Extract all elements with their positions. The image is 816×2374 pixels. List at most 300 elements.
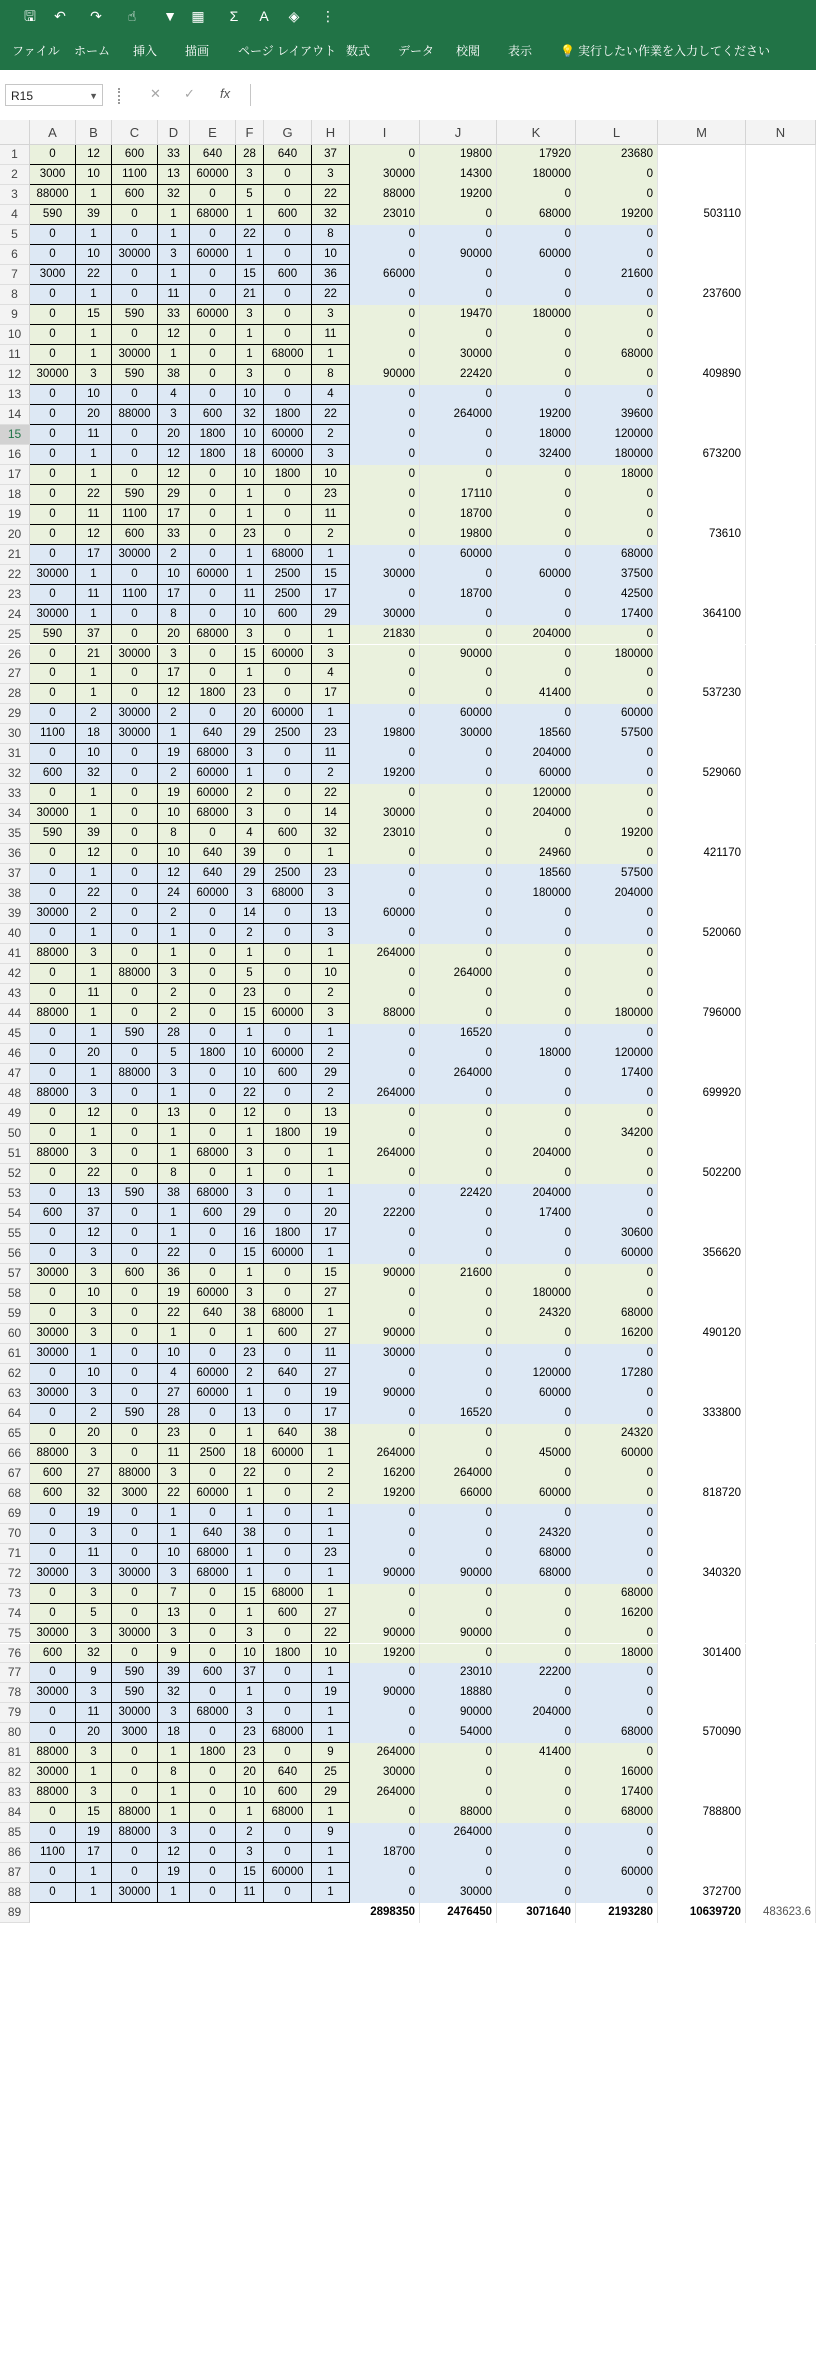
cell-H30[interactable]: 23: [312, 724, 350, 744]
cell-L72[interactable]: 0: [576, 1564, 658, 1584]
cell-N14[interactable]: [746, 405, 816, 425]
column-header-B[interactable]: B: [76, 120, 112, 145]
cell-M71[interactable]: [658, 1544, 746, 1564]
cell-D2[interactable]: 13: [158, 165, 190, 185]
row-header-31[interactable]: 31: [0, 744, 30, 764]
cell-A28[interactable]: 0: [30, 684, 76, 704]
cell-F65[interactable]: 1: [236, 1424, 264, 1444]
cell-C78[interactable]: 590: [112, 1683, 158, 1703]
cell-I84[interactable]: 0: [350, 1803, 420, 1823]
cell-J13[interactable]: 0: [420, 385, 497, 405]
cell-K5[interactable]: 0: [497, 225, 576, 245]
cell-K65[interactable]: 0: [497, 1424, 576, 1444]
cell-D58[interactable]: 19: [158, 1284, 190, 1304]
cell-E84[interactable]: 0: [190, 1803, 236, 1823]
column-header-J[interactable]: J: [420, 120, 497, 145]
cell-H83[interactable]: 29: [312, 1783, 350, 1803]
cell-G58[interactable]: 0: [264, 1284, 312, 1304]
enter-icon[interactable]: ✓: [184, 86, 195, 101]
cell-J9[interactable]: 19470: [420, 305, 497, 325]
cell-E36[interactable]: 640: [190, 844, 236, 864]
cell-B50[interactable]: 1: [76, 1124, 112, 1144]
cell-M76[interactable]: 301400: [658, 1644, 746, 1664]
cell-H55[interactable]: 17: [312, 1224, 350, 1244]
cell-M74[interactable]: [658, 1604, 746, 1624]
row-header-1[interactable]: 1: [0, 145, 30, 165]
cell-D33[interactable]: 19: [158, 784, 190, 804]
cell-H29[interactable]: 1: [312, 704, 350, 724]
cell-G50[interactable]: 1800: [264, 1124, 312, 1144]
cell-A8[interactable]: 0: [30, 285, 76, 305]
cell-B78[interactable]: 3: [76, 1683, 112, 1703]
cell-C19[interactable]: 1100: [112, 505, 158, 525]
cell-A24[interactable]: 30000: [30, 605, 76, 625]
cell-C55[interactable]: 0: [112, 1224, 158, 1244]
cell-H7[interactable]: 36: [312, 265, 350, 285]
column-header-L[interactable]: L: [576, 120, 658, 145]
cell-G52[interactable]: 0: [264, 1164, 312, 1184]
cell-N51[interactable]: [746, 1144, 816, 1164]
row-header-12[interactable]: 12: [0, 365, 30, 385]
cell-N33[interactable]: [746, 784, 816, 804]
cell-M72[interactable]: 340320: [658, 1564, 746, 1584]
cell-N82[interactable]: [746, 1763, 816, 1783]
cell-J39[interactable]: 0: [420, 904, 497, 924]
cell-H64[interactable]: 17: [312, 1404, 350, 1424]
cell-A79[interactable]: 0: [30, 1703, 76, 1723]
cell-I77[interactable]: 0: [350, 1663, 420, 1683]
cell-C27[interactable]: 0: [112, 664, 158, 684]
cell-H27[interactable]: 4: [312, 664, 350, 684]
cell-H52[interactable]: 1: [312, 1164, 350, 1184]
cell-D88[interactable]: 1: [158, 1883, 190, 1903]
cell-G46[interactable]: 60000: [264, 1044, 312, 1064]
cell-C63[interactable]: 0: [112, 1384, 158, 1404]
cell-N30[interactable]: [746, 724, 816, 744]
cell-F59[interactable]: 38: [236, 1304, 264, 1324]
cell-I21[interactable]: 0: [350, 545, 420, 565]
cell-G18[interactable]: 0: [264, 485, 312, 505]
cell-E61[interactable]: 0: [190, 1344, 236, 1364]
cell-I20[interactable]: 0: [350, 525, 420, 545]
cell-E74[interactable]: 0: [190, 1604, 236, 1624]
cell-M22[interactable]: [658, 565, 746, 585]
cell-K15[interactable]: 18000: [497, 425, 576, 445]
cell-L51[interactable]: 0: [576, 1144, 658, 1164]
cell-N6[interactable]: [746, 245, 816, 265]
cell-I37[interactable]: 0: [350, 864, 420, 884]
cell-D3[interactable]: 32: [158, 185, 190, 205]
cancel-icon[interactable]: ✕: [150, 86, 161, 101]
row-header-28[interactable]: 28: [0, 684, 30, 704]
cell-E19[interactable]: 0: [190, 505, 236, 525]
cell-M54[interactable]: [658, 1204, 746, 1224]
row-header-80[interactable]: 80: [0, 1723, 30, 1743]
cell-F20[interactable]: 23: [236, 525, 264, 545]
cell-A16[interactable]: 0: [30, 445, 76, 465]
cell-B27[interactable]: 1: [76, 664, 112, 684]
cell-K56[interactable]: 0: [497, 1244, 576, 1264]
cell-H12[interactable]: 8: [312, 365, 350, 385]
cell-E12[interactable]: 0: [190, 365, 236, 385]
cell-B38[interactable]: 22: [76, 884, 112, 904]
cell-C10[interactable]: 0: [112, 325, 158, 345]
cell-H45[interactable]: 1: [312, 1024, 350, 1044]
cell-B56[interactable]: 3: [76, 1244, 112, 1264]
tell-me-box[interactable]: 実行したい作業を入力してください: [578, 44, 771, 58]
cell-J5[interactable]: 0: [420, 225, 497, 245]
row-header-82[interactable]: 82: [0, 1763, 30, 1783]
cell-N59[interactable]: [746, 1304, 816, 1324]
cell-C2[interactable]: 1100: [112, 165, 158, 185]
cell-F24[interactable]: 10: [236, 605, 264, 625]
row-header-15[interactable]: 15: [0, 425, 30, 445]
cell-L83[interactable]: 17400: [576, 1783, 658, 1803]
cell-A59[interactable]: 0: [30, 1304, 76, 1324]
cell-J14[interactable]: 264000: [420, 405, 497, 425]
cell-G37[interactable]: 2500: [264, 864, 312, 884]
cell-N36[interactable]: [746, 844, 816, 864]
cell-J78[interactable]: 18880: [420, 1683, 497, 1703]
row-header-48[interactable]: 48: [0, 1084, 30, 1104]
cell-F73[interactable]: 15: [236, 1584, 264, 1604]
cell-C11[interactable]: 30000: [112, 345, 158, 365]
cell-G9[interactable]: 0: [264, 305, 312, 325]
cell-E4[interactable]: 68000: [190, 205, 236, 225]
cell-A18[interactable]: 0: [30, 485, 76, 505]
cell-F10[interactable]: 1: [236, 325, 264, 345]
cell-J66[interactable]: 0: [420, 1444, 497, 1464]
cell-M32[interactable]: 529060: [658, 764, 746, 784]
cell-M2[interactable]: [658, 165, 746, 185]
cell-I71[interactable]: 0: [350, 1544, 420, 1564]
cell-H25[interactable]: 1: [312, 625, 350, 645]
cell-H47[interactable]: 29: [312, 1064, 350, 1084]
cell-D10[interactable]: 12: [158, 325, 190, 345]
cell-N37[interactable]: [746, 864, 816, 884]
cell-A57[interactable]: 30000: [30, 1264, 76, 1284]
cell-I59[interactable]: 0: [350, 1304, 420, 1324]
cell-N58[interactable]: [746, 1284, 816, 1304]
cell-J62[interactable]: 0: [420, 1364, 497, 1384]
cell-E6[interactable]: 60000: [190, 245, 236, 265]
cell-I22[interactable]: 30000: [350, 565, 420, 585]
row-header-4[interactable]: 4: [0, 205, 30, 225]
cell-E55[interactable]: 0: [190, 1224, 236, 1244]
cell-M66[interactable]: [658, 1444, 746, 1464]
cell-M46[interactable]: [658, 1044, 746, 1064]
cell-B51[interactable]: 3: [76, 1144, 112, 1164]
cell-D43[interactable]: 2: [158, 984, 190, 1004]
cell-N3[interactable]: [746, 185, 816, 205]
row-header-56[interactable]: 56: [0, 1244, 30, 1264]
cell-J75[interactable]: 90000: [420, 1624, 497, 1644]
cell-N43[interactable]: [746, 984, 816, 1004]
cell-K40[interactable]: 0: [497, 924, 576, 944]
cell-L66[interactable]: 60000: [576, 1444, 658, 1464]
cell-N46[interactable]: [746, 1044, 816, 1064]
cell-D15[interactable]: 20: [158, 425, 190, 445]
cell-C51[interactable]: 0: [112, 1144, 158, 1164]
cell-H82[interactable]: 25: [312, 1763, 350, 1783]
cell-C77[interactable]: 590: [112, 1663, 158, 1683]
cell-A71[interactable]: 0: [30, 1544, 76, 1564]
cell-H68[interactable]: 2: [312, 1484, 350, 1504]
cell-C24[interactable]: 0: [112, 605, 158, 625]
cell-B85[interactable]: 19: [76, 1823, 112, 1843]
cell-I55[interactable]: 0: [350, 1224, 420, 1244]
cell-B60[interactable]: 3: [76, 1324, 112, 1344]
cell-L38[interactable]: 204000: [576, 884, 658, 904]
cell-C28[interactable]: 0: [112, 684, 158, 704]
row-header-13[interactable]: 13: [0, 385, 30, 405]
cell-A13[interactable]: 0: [30, 385, 76, 405]
cell-E67[interactable]: 0: [190, 1464, 236, 1484]
cell-D56[interactable]: 22: [158, 1244, 190, 1264]
row-header-65[interactable]: 65: [0, 1424, 30, 1444]
cell-N16[interactable]: [746, 445, 816, 465]
cell-D41[interactable]: 1: [158, 944, 190, 964]
cell-N9[interactable]: [746, 305, 816, 325]
cell-J10[interactable]: 0: [420, 325, 497, 345]
cell-L86[interactable]: 0: [576, 1843, 658, 1863]
cell-E76[interactable]: 0: [190, 1644, 236, 1664]
cell-G28[interactable]: 0: [264, 684, 312, 704]
cell-C7[interactable]: 0: [112, 265, 158, 285]
cell-J12[interactable]: 22420: [420, 365, 497, 385]
cell-L48[interactable]: 0: [576, 1084, 658, 1104]
cell-N63[interactable]: [746, 1384, 816, 1404]
cell-F58[interactable]: 3: [236, 1284, 264, 1304]
cell-C59[interactable]: 0: [112, 1304, 158, 1324]
cell-D73[interactable]: 7: [158, 1584, 190, 1604]
row-header-39[interactable]: 39: [0, 904, 30, 924]
cell-B49[interactable]: 12: [76, 1104, 112, 1124]
cell-L16[interactable]: 180000: [576, 445, 658, 465]
cell-N54[interactable]: [746, 1204, 816, 1224]
cell-C17[interactable]: 0: [112, 465, 158, 485]
cell-F17[interactable]: 10: [236, 465, 264, 485]
cell-E5[interactable]: 0: [190, 225, 236, 245]
cell-E40[interactable]: 0: [190, 924, 236, 944]
cell-J80[interactable]: 54000: [420, 1723, 497, 1743]
cell-E68[interactable]: 60000: [190, 1484, 236, 1504]
cell-D82[interactable]: 8: [158, 1763, 190, 1783]
cell-E52[interactable]: 0: [190, 1164, 236, 1184]
cell-L58[interactable]: 0: [576, 1284, 658, 1304]
cell-J86[interactable]: 0: [420, 1843, 497, 1863]
cell-I23[interactable]: 0: [350, 585, 420, 605]
row-header-6[interactable]: 6: [0, 245, 30, 265]
cell-E80[interactable]: 0: [190, 1723, 236, 1743]
cell-H2[interactable]: 3: [312, 165, 350, 185]
cell-D66[interactable]: 11: [158, 1444, 190, 1464]
cell-J54[interactable]: 0: [420, 1204, 497, 1224]
cell-C23[interactable]: 1100: [112, 585, 158, 605]
cell-A20[interactable]: 0: [30, 525, 76, 545]
cell-M88[interactable]: 372700: [658, 1883, 746, 1903]
cell-A52[interactable]: 0: [30, 1164, 76, 1184]
cell-L28[interactable]: 0: [576, 684, 658, 704]
cell-B12[interactable]: 3: [76, 365, 112, 385]
cell-G85[interactable]: 0: [264, 1823, 312, 1843]
cell-C48[interactable]: 0: [112, 1084, 158, 1104]
cell-H77[interactable]: 1: [312, 1663, 350, 1683]
cell-H89[interactable]: [312, 1903, 350, 1923]
cell-N61[interactable]: [746, 1344, 816, 1364]
row-header-24[interactable]: 24: [0, 605, 30, 625]
cell-K80[interactable]: 0: [497, 1723, 576, 1743]
cell-B63[interactable]: 3: [76, 1384, 112, 1404]
cell-L37[interactable]: 57500: [576, 864, 658, 884]
cell-J27[interactable]: 0: [420, 664, 497, 684]
cell-G64[interactable]: 0: [264, 1404, 312, 1424]
cell-G61[interactable]: 0: [264, 1344, 312, 1364]
cell-H58[interactable]: 27: [312, 1284, 350, 1304]
cell-N34[interactable]: [746, 804, 816, 824]
row-header-46[interactable]: 46: [0, 1044, 30, 1064]
row-header-67[interactable]: 67: [0, 1464, 30, 1484]
cell-J19[interactable]: 18700: [420, 505, 497, 525]
cell-N5[interactable]: [746, 225, 816, 245]
cell-M37[interactable]: [658, 864, 746, 884]
cell-L29[interactable]: 60000: [576, 704, 658, 724]
row-header-3[interactable]: 3: [0, 185, 30, 205]
cell-I63[interactable]: 90000: [350, 1384, 420, 1404]
cell-F71[interactable]: 1: [236, 1544, 264, 1564]
cell-F88[interactable]: 11: [236, 1883, 264, 1903]
cell-A3[interactable]: 88000: [30, 185, 76, 205]
cell-D37[interactable]: 12: [158, 864, 190, 884]
cell-J64[interactable]: 16520: [420, 1404, 497, 1424]
cell-G24[interactable]: 600: [264, 605, 312, 625]
cell-H76[interactable]: 10: [312, 1644, 350, 1664]
cell-G71[interactable]: 0: [264, 1544, 312, 1564]
cell-B2[interactable]: 10: [76, 165, 112, 185]
cell-H24[interactable]: 29: [312, 605, 350, 625]
cell-H53[interactable]: 1: [312, 1184, 350, 1204]
cell-M52[interactable]: 502200: [658, 1164, 746, 1184]
cell-I60[interactable]: 90000: [350, 1324, 420, 1344]
cell-L4[interactable]: 19200: [576, 205, 658, 225]
cell-B13[interactable]: 10: [76, 385, 112, 405]
cell-H59[interactable]: 1: [312, 1304, 350, 1324]
cell-H28[interactable]: 17: [312, 684, 350, 704]
cell-J85[interactable]: 264000: [420, 1823, 497, 1843]
cell-C32[interactable]: 0: [112, 764, 158, 784]
row-header-79[interactable]: 79: [0, 1703, 30, 1723]
cell-A31[interactable]: 0: [30, 744, 76, 764]
cell-E87[interactable]: 0: [190, 1863, 236, 1883]
cell-D74[interactable]: 13: [158, 1604, 190, 1624]
cell-C22[interactable]: 0: [112, 565, 158, 585]
cell-L62[interactable]: 17280: [576, 1364, 658, 1384]
cell-I45[interactable]: 0: [350, 1024, 420, 1044]
cell-D18[interactable]: 29: [158, 485, 190, 505]
cell-B29[interactable]: 2: [76, 704, 112, 724]
cell-K47[interactable]: 0: [497, 1064, 576, 1084]
cell-E63[interactable]: 60000: [190, 1384, 236, 1404]
cell-H70[interactable]: 1: [312, 1524, 350, 1544]
cell-E20[interactable]: 0: [190, 525, 236, 545]
cell-K51[interactable]: 204000: [497, 1144, 576, 1164]
cell-C1[interactable]: 600: [112, 145, 158, 165]
cell-J11[interactable]: 30000: [420, 345, 497, 365]
cell-A77[interactable]: 0: [30, 1663, 76, 1683]
cell-E21[interactable]: 0: [190, 545, 236, 565]
cell-I72[interactable]: 90000: [350, 1564, 420, 1584]
cell-D26[interactable]: 3: [158, 645, 190, 665]
cell-L73[interactable]: 68000: [576, 1584, 658, 1604]
cell-H13[interactable]: 4: [312, 385, 350, 405]
cell-F74[interactable]: 1: [236, 1604, 264, 1624]
cell-B81[interactable]: 3: [76, 1743, 112, 1763]
cell-C9[interactable]: 590: [112, 305, 158, 325]
cell-A76[interactable]: 600: [30, 1644, 76, 1664]
cell-C8[interactable]: 0: [112, 285, 158, 305]
cell-D63[interactable]: 27: [158, 1384, 190, 1404]
cell-I61[interactable]: 30000: [350, 1344, 420, 1364]
cell-H41[interactable]: 1: [312, 944, 350, 964]
cell-K61[interactable]: 0: [497, 1344, 576, 1364]
cell-L65[interactable]: 24320: [576, 1424, 658, 1444]
cell-H9[interactable]: 3: [312, 305, 350, 325]
cell-B82[interactable]: 1: [76, 1763, 112, 1783]
cell-K43[interactable]: 0: [497, 984, 576, 1004]
cell-I28[interactable]: 0: [350, 684, 420, 704]
cell-J79[interactable]: 90000: [420, 1703, 497, 1723]
cell-H11[interactable]: 1: [312, 345, 350, 365]
cell-D6[interactable]: 3: [158, 245, 190, 265]
cell-A49[interactable]: 0: [30, 1104, 76, 1124]
cell-N8[interactable]: [746, 285, 816, 305]
cell-A32[interactable]: 600: [30, 764, 76, 784]
cell-I57[interactable]: 90000: [350, 1264, 420, 1284]
cell-D61[interactable]: 10: [158, 1344, 190, 1364]
cell-N35[interactable]: [746, 824, 816, 844]
row-header-70[interactable]: 70: [0, 1524, 30, 1544]
cell-A11[interactable]: 0: [30, 345, 76, 365]
cell-M50[interactable]: [658, 1124, 746, 1144]
cell-B74[interactable]: 5: [76, 1604, 112, 1624]
cell-M28[interactable]: 537230: [658, 684, 746, 704]
cell-F61[interactable]: 23: [236, 1344, 264, 1364]
cell-D34[interactable]: 10: [158, 804, 190, 824]
cell-I18[interactable]: 0: [350, 485, 420, 505]
cell-F78[interactable]: 1: [236, 1683, 264, 1703]
cell-C80[interactable]: 3000: [112, 1723, 158, 1743]
cell-B23[interactable]: 11: [76, 585, 112, 605]
row-header-21[interactable]: 21: [0, 545, 30, 565]
cell-G65[interactable]: 640: [264, 1424, 312, 1444]
cell-M62[interactable]: [658, 1364, 746, 1384]
cell-K57[interactable]: 0: [497, 1264, 576, 1284]
cell-G55[interactable]: 1800: [264, 1224, 312, 1244]
cell-G25[interactable]: 0: [264, 625, 312, 645]
cell-D49[interactable]: 13: [158, 1104, 190, 1124]
row-header-37[interactable]: 37: [0, 864, 30, 884]
cell-A44[interactable]: 88000: [30, 1004, 76, 1024]
cell-H40[interactable]: 3: [312, 924, 350, 944]
cell-A89[interactable]: [30, 1903, 76, 1923]
cell-N74[interactable]: [746, 1604, 816, 1624]
cell-D17[interactable]: 12: [158, 465, 190, 485]
row-header-77[interactable]: 77: [0, 1663, 30, 1683]
cell-A48[interactable]: 88000: [30, 1084, 76, 1104]
cell-M57[interactable]: [658, 1264, 746, 1284]
cell-H6[interactable]: 10: [312, 245, 350, 265]
chevron-down-icon[interactable]: ▼: [89, 91, 98, 101]
